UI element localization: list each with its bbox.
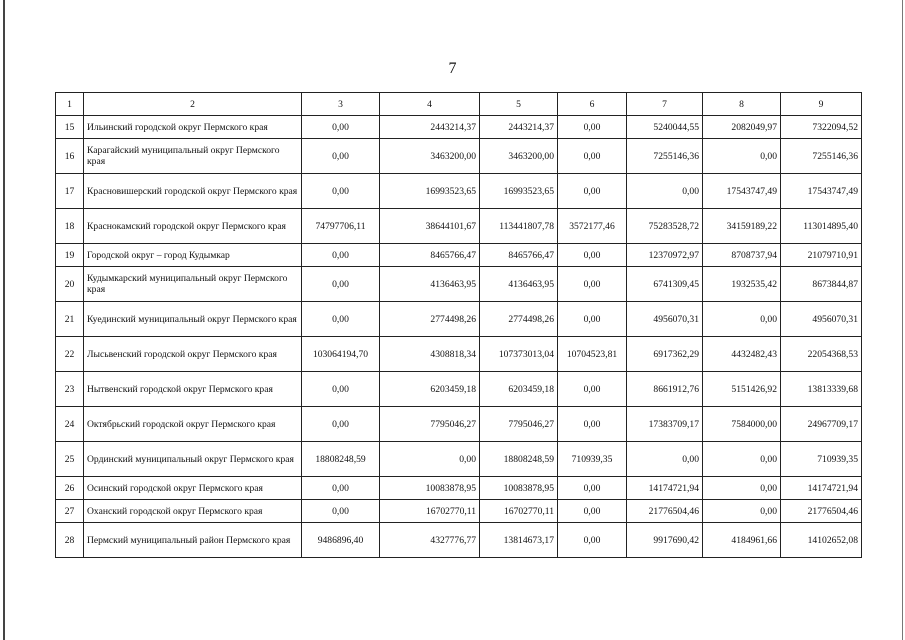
- row-number: 22: [56, 337, 84, 372]
- column-header: 1: [56, 93, 84, 116]
- amount-cell-c4: 3463200,00: [380, 139, 480, 174]
- amount-cell-c7: 6917362,29: [627, 337, 703, 372]
- amount-cell-c7: 21776504,46: [627, 500, 703, 523]
- municipality-name: Нытвенский городской округ Пермского края: [84, 372, 302, 407]
- amount-cell-c8: 1932535,42: [703, 267, 781, 302]
- column-header: 7: [627, 93, 703, 116]
- amount-cell-c7: 5240044,55: [627, 116, 703, 139]
- amount-cell-c5: 10083878,95: [480, 477, 558, 500]
- table-row: [56, 372, 862, 407]
- amount-cell-c8: 34159189,22: [703, 209, 781, 244]
- municipality-name: Оханский городской округ Пермского края: [84, 500, 302, 523]
- amount-cell-c6: 0,00: [558, 139, 627, 174]
- amount-cell-c9: 17543747,49: [781, 174, 862, 209]
- amount-cell-c5: 2774498,26: [480, 302, 558, 337]
- amount-cell-c3: 74797706,11: [302, 209, 380, 244]
- municipality-name: Красновишерский городской округ Пермского края: [84, 174, 302, 209]
- amount-cell-c3: 0,00: [302, 302, 380, 337]
- amount-cell-c7: 7255146,36: [627, 139, 703, 174]
- row-number: 27: [56, 500, 84, 523]
- row-number: 26: [56, 477, 84, 500]
- municipality-name: Кудымкарский муниципальный округ Пермского края: [84, 267, 302, 302]
- table-row: [56, 523, 862, 558]
- amount-cell-c3: 9486896,40: [302, 523, 380, 558]
- amount-cell-c8: 0,00: [703, 139, 781, 174]
- amount-cell-c5: 3463200,00: [480, 139, 558, 174]
- amount-cell-c3: 0,00: [302, 244, 380, 267]
- amount-cell-c6: 0,00: [558, 302, 627, 337]
- amount-cell-c8: 5151426,92: [703, 372, 781, 407]
- amount-cell-c4: 2443214,37: [380, 116, 480, 139]
- column-header: 9: [781, 93, 862, 116]
- amount-cell-c6: 0,00: [558, 523, 627, 558]
- amount-cell-c4: 2774498,26: [380, 302, 480, 337]
- budget-table: [55, 92, 862, 558]
- row-number: 15: [56, 116, 84, 139]
- amount-cell-c8: 8708737,94: [703, 244, 781, 267]
- amount-cell-c3: 0,00: [302, 267, 380, 302]
- amount-cell-c9: 7255146,36: [781, 139, 862, 174]
- municipality-name: Карагайский муниципальный округ Пермского края: [84, 139, 302, 174]
- amount-cell-c3: 103064194,70: [302, 337, 380, 372]
- row-number: 28: [56, 523, 84, 558]
- scan-right-edge: [902, 0, 903, 640]
- amount-cell-c6: 0,00: [558, 500, 627, 523]
- scan-left-edge: [3, 0, 5, 640]
- amount-cell-c4: 10083878,95: [380, 477, 480, 500]
- amount-cell-c7: 8661912,76: [627, 372, 703, 407]
- amount-cell-c9: 7322094,52: [781, 116, 862, 139]
- amount-cell-c9: 13813339,68: [781, 372, 862, 407]
- amount-cell-c7: 6741309,45: [627, 267, 703, 302]
- table-row: [56, 407, 862, 442]
- amount-cell-c9: 8673844,87: [781, 267, 862, 302]
- amount-cell-c4: 8465766,47: [380, 244, 480, 267]
- amount-cell-c6: 0,00: [558, 372, 627, 407]
- table-header: [56, 93, 862, 116]
- table-row: [56, 139, 862, 174]
- amount-cell-c7: 12370972,97: [627, 244, 703, 267]
- amount-cell-c8: 4432482,43: [703, 337, 781, 372]
- municipality-name: Ординский муниципальный округ Пермского края: [84, 442, 302, 477]
- amount-cell-c8: 4184961,66: [703, 523, 781, 558]
- amount-cell-c9: 113014895,40: [781, 209, 862, 244]
- row-number: 16: [56, 139, 84, 174]
- table-row: [56, 244, 862, 267]
- row-number: 17: [56, 174, 84, 209]
- amount-cell-c9: 21776504,46: [781, 500, 862, 523]
- municipality-name: Ильинский городской округ Пермского края: [84, 116, 302, 139]
- row-number: 24: [56, 407, 84, 442]
- amount-cell-c3: 0,00: [302, 174, 380, 209]
- amount-cell-c8: 0,00: [703, 302, 781, 337]
- amount-cell-c5: 113441807,78: [480, 209, 558, 244]
- amount-cell-c4: 4136463,95: [380, 267, 480, 302]
- column-header: 5: [480, 93, 558, 116]
- column-header: 3: [302, 93, 380, 116]
- amount-cell-c9: 22054368,53: [781, 337, 862, 372]
- amount-cell-c6: 10704523,81: [558, 337, 627, 372]
- table-row: [56, 116, 862, 139]
- row-number: 18: [56, 209, 84, 244]
- header-row: [56, 93, 862, 116]
- municipality-name: Осинский городской округ Пермского края: [84, 477, 302, 500]
- amount-cell-c5: 16702770,11: [480, 500, 558, 523]
- row-number: 21: [56, 302, 84, 337]
- amount-cell-c5: 107373013,04: [480, 337, 558, 372]
- amount-cell-c9: 14174721,94: [781, 477, 862, 500]
- amount-cell-c3: 0,00: [302, 372, 380, 407]
- amount-cell-c9: 710939,35: [781, 442, 862, 477]
- amount-cell-c3: 0,00: [302, 407, 380, 442]
- amount-cell-c7: 14174721,94: [627, 477, 703, 500]
- amount-cell-c5: 13814673,17: [480, 523, 558, 558]
- amount-cell-c4: 0,00: [380, 442, 480, 477]
- amount-cell-c3: 0,00: [302, 477, 380, 500]
- amount-cell-c5: 2443214,37: [480, 116, 558, 139]
- amount-cell-c5: 7795046,27: [480, 407, 558, 442]
- municipality-name: Городской округ – город Кудымкар: [84, 244, 302, 267]
- amount-cell-c6: 0,00: [558, 267, 627, 302]
- amount-cell-c5: 4136463,95: [480, 267, 558, 302]
- row-number: 23: [56, 372, 84, 407]
- municipality-name: Лысьвенский городской округ Пермского края: [84, 337, 302, 372]
- table-row: [56, 302, 862, 337]
- amount-cell-c7: 4956070,31: [627, 302, 703, 337]
- column-header: 6: [558, 93, 627, 116]
- table-row: [56, 267, 862, 302]
- amount-cell-c3: 18808248,59: [302, 442, 380, 477]
- municipality-name: Куединский муниципальный округ Пермского края: [84, 302, 302, 337]
- amount-cell-c7: 17383709,17: [627, 407, 703, 442]
- column-header: 2: [84, 93, 302, 116]
- amount-cell-c5: 6203459,18: [480, 372, 558, 407]
- amount-cell-c8: 2082049,97: [703, 116, 781, 139]
- table-row: [56, 174, 862, 209]
- amount-cell-c8: 7584000,00: [703, 407, 781, 442]
- amount-cell-c6: 0,00: [558, 116, 627, 139]
- row-number: 20: [56, 267, 84, 302]
- amount-cell-c6: 0,00: [558, 477, 627, 500]
- column-header: 4: [380, 93, 480, 116]
- amount-cell-c4: 4327776,77: [380, 523, 480, 558]
- amount-cell-c9: 14102652,08: [781, 523, 862, 558]
- amount-cell-c5: 16993523,65: [480, 174, 558, 209]
- table-row: [56, 442, 862, 477]
- amount-cell-c6: 0,00: [558, 174, 627, 209]
- amount-cell-c5: 18808248,59: [480, 442, 558, 477]
- amount-cell-c8: 0,00: [703, 477, 781, 500]
- amount-cell-c4: 16702770,11: [380, 500, 480, 523]
- amount-cell-c4: 4308818,34: [380, 337, 480, 372]
- table-row: [56, 477, 862, 500]
- page-number: 7: [448, 60, 457, 77]
- amount-cell-c4: 7795046,27: [380, 407, 480, 442]
- amount-cell-c7: 75283528,72: [627, 209, 703, 244]
- amount-cell-c5: 8465766,47: [480, 244, 558, 267]
- amount-cell-c6: 0,00: [558, 407, 627, 442]
- column-header: 8: [703, 93, 781, 116]
- table-body: [56, 116, 862, 558]
- amount-cell-c3: 0,00: [302, 500, 380, 523]
- amount-cell-c6: 0,00: [558, 244, 627, 267]
- amount-cell-c7: 0,00: [627, 442, 703, 477]
- amount-cell-c4: 6203459,18: [380, 372, 480, 407]
- amount-cell-c7: 0,00: [627, 174, 703, 209]
- municipality-name: Краснокамский городской округ Пермского края: [84, 209, 302, 244]
- table-row: [56, 500, 862, 523]
- municipality-name: Октябрьский городской округ Пермского края: [84, 407, 302, 442]
- amount-cell-c9: 21079710,91: [781, 244, 862, 267]
- amount-cell-c7: 9917690,42: [627, 523, 703, 558]
- amount-cell-c9: 24967709,17: [781, 407, 862, 442]
- amount-cell-c6: 710939,35: [558, 442, 627, 477]
- row-number: 25: [56, 442, 84, 477]
- table-row: [56, 209, 862, 244]
- row-number: 19: [56, 244, 84, 267]
- municipality-name: Пермский муниципальный район Пермского края: [84, 523, 302, 558]
- amount-cell-c8: 0,00: [703, 442, 781, 477]
- amount-cell-c3: 0,00: [302, 116, 380, 139]
- table-row: [56, 337, 862, 372]
- amount-cell-c8: 0,00: [703, 500, 781, 523]
- amount-cell-c3: 0,00: [302, 139, 380, 174]
- amount-cell-c9: 4956070,31: [781, 302, 862, 337]
- amount-cell-c6: 3572177,46: [558, 209, 627, 244]
- amount-cell-c4: 16993523,65: [380, 174, 480, 209]
- amount-cell-c4: 38644101,67: [380, 209, 480, 244]
- amount-cell-c8: 17543747,49: [703, 174, 781, 209]
